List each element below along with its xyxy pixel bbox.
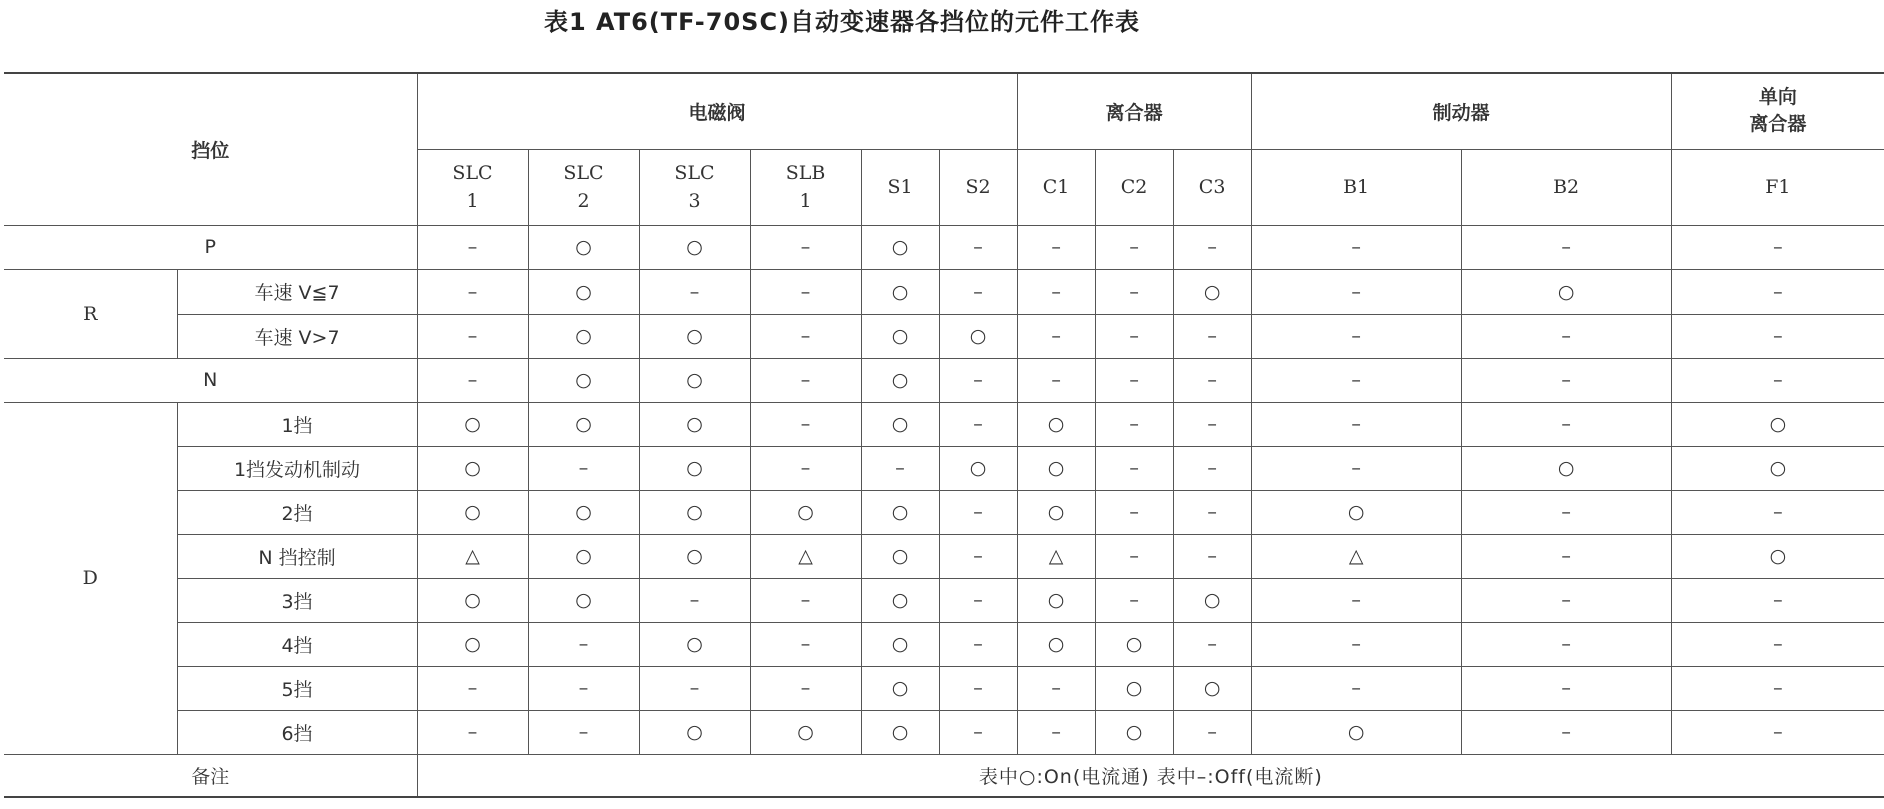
state-mark: – (1251, 269, 1461, 314)
state-mark: – (1461, 314, 1671, 358)
state-mark: – (750, 225, 861, 269)
state-mark: – (528, 446, 639, 490)
state-mark: – (1671, 710, 1884, 754)
state-mark: ○ (1095, 622, 1173, 666)
table-title: 表1 AT6(TF-70SC)自动变速器各挡位的元件工作表 (543, 8, 1141, 36)
state-mark: ○ (1095, 666, 1173, 710)
state-mark: ○ (861, 269, 939, 314)
state-mark: ○ (861, 578, 939, 622)
table-row (4, 314, 1884, 358)
component-operation-table (4, 72, 1884, 798)
state-mark: – (939, 578, 1017, 622)
state-mark: ○ (861, 534, 939, 578)
state-mark: ○ (639, 225, 750, 269)
state-mark: ○ (528, 402, 639, 446)
state-mark: ○ (528, 490, 639, 534)
state-mark: – (1461, 225, 1671, 269)
state-mark: ○ (528, 578, 639, 622)
position-label: 1挡 (177, 402, 417, 446)
state-mark: – (1461, 666, 1671, 710)
state-mark: ○ (1173, 269, 1251, 314)
state-mark: – (1251, 622, 1461, 666)
table-row (4, 622, 1884, 666)
table-row (4, 578, 1884, 622)
table-row (4, 225, 1884, 269)
state-mark: – (1671, 358, 1884, 402)
state-mark: ○ (639, 446, 750, 490)
state-mark: ○ (861, 402, 939, 446)
table-row (4, 710, 1884, 754)
state-mark: – (1095, 446, 1173, 490)
table-row (4, 269, 1884, 314)
state-mark: ○ (1671, 402, 1884, 446)
header-component: SLB 1 (750, 149, 861, 225)
header-component: SLC 3 (639, 149, 750, 225)
header-component: C1 (1017, 149, 1095, 225)
position-label: 车速 V>7 (177, 314, 417, 358)
state-mark: – (1671, 490, 1884, 534)
table-row (4, 358, 1884, 402)
state-mark: – (528, 666, 639, 710)
state-mark: ○ (1671, 534, 1884, 578)
state-mark: – (639, 666, 750, 710)
state-mark: ○ (417, 490, 528, 534)
state-mark: – (1461, 402, 1671, 446)
state-mark: – (1461, 358, 1671, 402)
state-mark: – (1671, 314, 1884, 358)
state-mark: ○ (417, 402, 528, 446)
state-mark: – (417, 269, 528, 314)
header-component: SLC 1 (417, 149, 528, 225)
table-row (4, 534, 1884, 578)
header-component: S1 (861, 149, 939, 225)
state-mark: – (1017, 710, 1095, 754)
table-row (4, 446, 1884, 490)
header-component: S2 (939, 149, 1017, 225)
state-mark: ○ (1095, 710, 1173, 754)
state-mark: ○ (528, 225, 639, 269)
header-component: C2 (1095, 149, 1173, 225)
state-mark: – (1173, 534, 1251, 578)
state-mark: ○ (528, 358, 639, 402)
state-mark: – (417, 314, 528, 358)
state-mark: – (1251, 446, 1461, 490)
state-mark: ○ (1173, 666, 1251, 710)
state-mark: – (1251, 225, 1461, 269)
state-mark: – (1173, 622, 1251, 666)
header-solenoid-valves: 电磁阀 (417, 73, 1017, 149)
state-mark: – (1095, 490, 1173, 534)
state-mark: – (750, 402, 861, 446)
state-mark: – (1173, 490, 1251, 534)
state-mark: ○ (417, 446, 528, 490)
state-mark: ○ (861, 225, 939, 269)
state-mark: – (750, 622, 861, 666)
state-mark: ○ (528, 269, 639, 314)
state-mark: ○ (417, 622, 528, 666)
state-mark: – (939, 402, 1017, 446)
state-mark: – (750, 666, 861, 710)
state-mark: – (1671, 666, 1884, 710)
state-mark: – (1017, 358, 1095, 402)
table-row (4, 490, 1884, 534)
state-mark: ○ (1017, 622, 1095, 666)
state-mark: ○ (1671, 446, 1884, 490)
state-mark: – (1461, 622, 1671, 666)
state-mark: – (1671, 622, 1884, 666)
state-mark: – (417, 710, 528, 754)
state-mark: – (417, 666, 528, 710)
position-label: 车速 V≦7 (177, 269, 417, 314)
state-mark: – (1095, 225, 1173, 269)
state-mark: ○ (939, 446, 1017, 490)
state-mark: – (1461, 534, 1671, 578)
state-mark: – (750, 269, 861, 314)
state-mark: ○ (639, 710, 750, 754)
state-mark: – (1095, 269, 1173, 314)
header-one-way-clutch: 单向 离合器 (1671, 73, 1884, 149)
state-mark: ○ (861, 490, 939, 534)
state-mark: – (1461, 710, 1671, 754)
header-row-groups (4, 73, 1884, 149)
state-mark: ○ (639, 534, 750, 578)
state-mark: – (750, 358, 861, 402)
state-mark: ○ (528, 314, 639, 358)
header-brakes: 制动器 (1251, 73, 1671, 149)
state-mark: – (1671, 225, 1884, 269)
state-mark: ○ (939, 314, 1017, 358)
state-mark: ○ (1017, 446, 1095, 490)
state-mark: – (1017, 666, 1095, 710)
position-label: N 挡控制 (177, 534, 417, 578)
state-mark: ○ (639, 490, 750, 534)
state-mark: – (639, 578, 750, 622)
state-mark: △ (1251, 534, 1461, 578)
state-mark: – (939, 534, 1017, 578)
state-mark: – (1173, 710, 1251, 754)
state-mark: – (1017, 269, 1095, 314)
header-clutches: 离合器 (1017, 73, 1251, 149)
position-label: 1挡发动机制动 (177, 446, 417, 490)
state-mark: – (1173, 402, 1251, 446)
state-mark: ○ (639, 314, 750, 358)
position-label: 2挡 (177, 490, 417, 534)
state-mark: – (417, 358, 528, 402)
state-mark: ○ (861, 314, 939, 358)
state-mark: – (939, 225, 1017, 269)
state-mark: – (1671, 578, 1884, 622)
state-mark: – (1173, 225, 1251, 269)
state-mark: – (1461, 578, 1671, 622)
state-mark: – (939, 490, 1017, 534)
remark-label: 备注 (4, 754, 417, 797)
table-row (4, 402, 1884, 446)
state-mark: – (1251, 314, 1461, 358)
header-component: B2 (1461, 149, 1671, 225)
group-label-r: R (4, 269, 177, 358)
position-label: 3挡 (177, 578, 417, 622)
state-mark: – (1251, 402, 1461, 446)
position-label: 5挡 (177, 666, 417, 710)
position-label: 6挡 (177, 710, 417, 754)
state-mark: – (861, 446, 939, 490)
state-mark: – (939, 710, 1017, 754)
state-mark: – (1251, 358, 1461, 402)
state-mark: – (1017, 314, 1095, 358)
remark-row (4, 754, 1884, 797)
state-mark: ○ (861, 358, 939, 402)
state-mark: – (1017, 225, 1095, 269)
group-label-d: D (4, 402, 177, 754)
state-mark: – (750, 578, 861, 622)
state-mark: ○ (639, 402, 750, 446)
state-mark: ○ (417, 578, 528, 622)
state-mark: ○ (639, 358, 750, 402)
state-mark: ○ (1173, 578, 1251, 622)
position-label: 4挡 (177, 622, 417, 666)
state-mark: – (1173, 314, 1251, 358)
state-mark: ○ (861, 666, 939, 710)
state-mark: ○ (750, 490, 861, 534)
state-mark: ○ (1251, 490, 1461, 534)
state-mark: △ (1017, 534, 1095, 578)
state-mark: – (1095, 534, 1173, 578)
state-mark: – (939, 269, 1017, 314)
state-mark: – (1173, 358, 1251, 402)
state-mark: – (1095, 578, 1173, 622)
state-mark: – (417, 225, 528, 269)
position-label: P (4, 225, 417, 269)
state-mark: – (1251, 578, 1461, 622)
state-mark: ○ (1017, 490, 1095, 534)
state-mark: – (1671, 269, 1884, 314)
state-mark: – (939, 622, 1017, 666)
state-mark: △ (750, 534, 861, 578)
state-mark: – (528, 710, 639, 754)
header-component: C3 (1173, 149, 1251, 225)
state-mark: – (750, 314, 861, 358)
state-mark: – (1095, 358, 1173, 402)
state-mark: – (1095, 402, 1173, 446)
state-mark: – (1461, 490, 1671, 534)
state-mark: – (1251, 666, 1461, 710)
state-mark: ○ (1017, 402, 1095, 446)
state-mark: ○ (1251, 710, 1461, 754)
state-mark: – (1095, 314, 1173, 358)
state-mark: – (750, 446, 861, 490)
table-row (4, 666, 1884, 710)
state-mark: – (1173, 446, 1251, 490)
header-component: F1 (1671, 149, 1884, 225)
state-mark: △ (417, 534, 528, 578)
header-position: 挡位 (4, 73, 417, 225)
state-mark: – (528, 622, 639, 666)
position-label: N (4, 358, 417, 402)
state-mark: ○ (1461, 446, 1671, 490)
state-mark: ○ (750, 710, 861, 754)
header-component: SLC 2 (528, 149, 639, 225)
state-mark: ○ (861, 622, 939, 666)
state-mark: ○ (1017, 578, 1095, 622)
state-mark: – (939, 666, 1017, 710)
state-mark: – (939, 358, 1017, 402)
state-mark: – (639, 269, 750, 314)
remark-text: 表中○:On(电流通) 表中–:Off(电流断) (417, 754, 1884, 797)
state-mark: ○ (861, 710, 939, 754)
state-mark: ○ (528, 534, 639, 578)
header-component: B1 (1251, 149, 1461, 225)
state-mark: ○ (1461, 269, 1671, 314)
state-mark: ○ (639, 622, 750, 666)
